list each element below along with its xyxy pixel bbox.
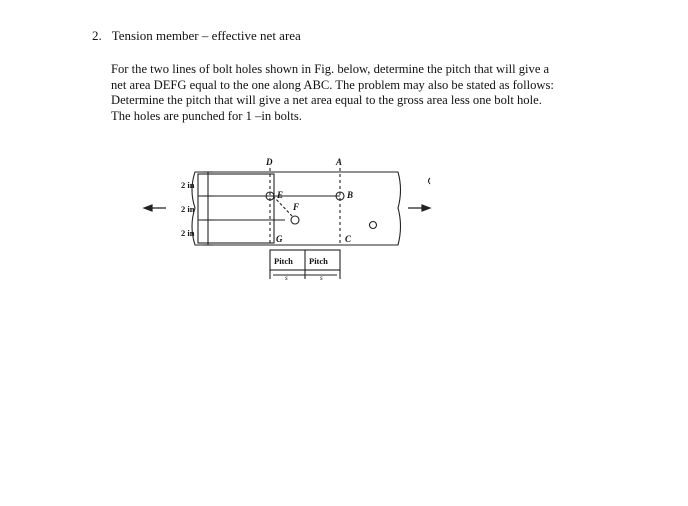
label-d: D [266, 157, 273, 167]
load-arrowhead-left [144, 205, 152, 211]
load-arrowhead-right [422, 205, 430, 211]
bolt-hole-outer [370, 222, 377, 229]
statement-line-1: For the two lines of bolt holes shown in Fig. below, determine the pitch that will give a [111, 62, 550, 76]
problem-number: 2. [92, 28, 102, 43]
label-g: G [276, 234, 283, 244]
statement-line-3: Determine the pitch that will give a net area equal to the gross area less one bolt hole. [111, 93, 542, 107]
statement-line-2: net area DEFG equal to the one along ABC. The problem may also be stated as follows: [111, 77, 554, 92]
label-a: A [336, 157, 343, 167]
spacing-label-3: 2 in [181, 228, 195, 238]
label-c: C [345, 234, 352, 244]
problem-title: Tension member – effective net area [111, 28, 301, 43]
bolt-hole-figure [140, 150, 440, 290]
pitch-dim-s-1: s [285, 274, 288, 282]
curve-mark [429, 178, 431, 184]
pitch-label-2: Pitch [309, 256, 328, 266]
pitch-label-1: Pitch [274, 256, 293, 266]
spacing-label-1: 2 in [181, 180, 195, 190]
problem-heading [92, 28, 301, 44]
statement-line-4: The holes are punched for 1 –in bolts. [111, 108, 302, 123]
label-b: B [347, 190, 354, 200]
label-e: E [277, 190, 284, 200]
spacing-label-2: 2 in [181, 204, 195, 214]
bolt-hole-f [291, 216, 299, 224]
problem-statement [111, 62, 631, 124]
label-f: F [293, 202, 300, 212]
splice-plate [198, 174, 274, 243]
pitch-dim-s-2: s [320, 274, 323, 282]
